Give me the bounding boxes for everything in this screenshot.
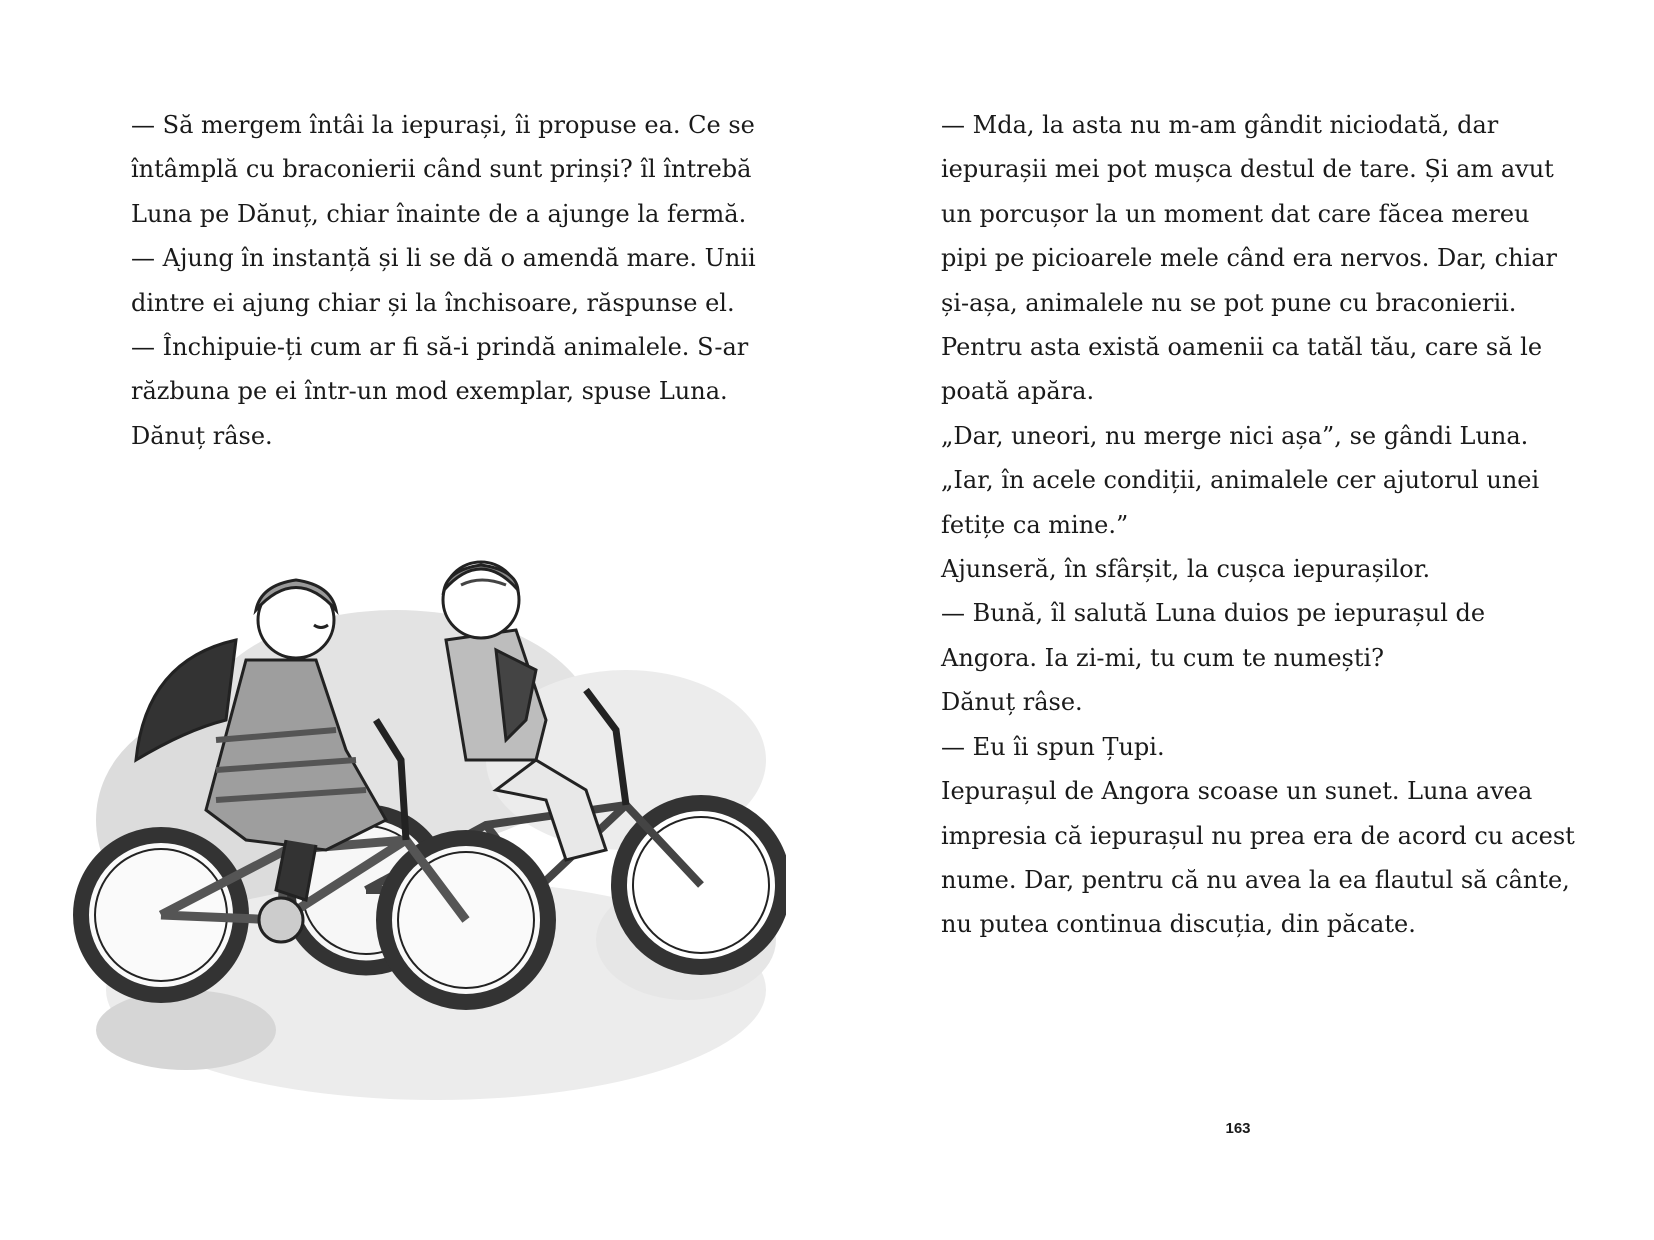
text-line: Ajunseră, în sfârșit, la cușca iepurașilor.: [941, 555, 1431, 584]
text-line: Dănuț râse.: [941, 688, 1083, 717]
text-line: poată apăra.: [941, 377, 1095, 406]
text-line: Luna pe Dănuț, chiar înainte de a ajunge la fermă.: [131, 199, 747, 228]
text-line: — Să mergem întâi la iepurași, îi propuse ea. Ce se: [131, 111, 755, 139]
text-line: — Bună, îl salută Luna duios pe iepurașul de: [941, 599, 1486, 628]
text-line: „Dar, uneori, nu merge nici așa”, se gândi Luna.: [941, 421, 1529, 450]
text-line: — Eu îi spun Țupi.: [941, 732, 1165, 761]
text-line: nume. Dar, pentru că nu avea la ea flautul să cânte,: [941, 865, 1570, 894]
text-line: și-așa, animalele nu se pot pune cu braconierii.: [941, 288, 1517, 317]
text-line: — Mda, la asta nu m-am gândit niciodată, dar: [941, 111, 1499, 139]
text-line: răzbuna pe ei într-un mod exemplar, spuse Luna.: [131, 377, 728, 406]
text-line: Dănuț râse.: [131, 421, 273, 450]
text-line: — Închipuie-ți cum ar fi să-i prindă animalele. S-ar: [131, 333, 749, 362]
text-line: Pentru asta există oamenii ca tatăl tău, care să le: [941, 333, 1543, 362]
text-line: un porcușor la un moment dat care făcea mereu: [941, 199, 1530, 228]
text-line: pipi pe picioarele mele când era nervos. Dar, chiar: [941, 244, 1557, 273]
text-line: Iepurașul de Angora scoase un sunet. Luna avea: [941, 777, 1533, 806]
text-line: fetițe ca mine.”: [941, 510, 1129, 539]
text-line: nu putea continua discuția, din păcate.: [941, 910, 1416, 939]
text-line: dintre ei ajung chiar și la închisoare, răspunse el.: [131, 288, 735, 317]
page-number: 163: [1225, 1120, 1251, 1137]
right-page-text: [941, 103, 1581, 947]
text-line: impresia că iepurașul nu prea era de acord cu acest: [941, 821, 1575, 850]
kids-on-bicycles-illustration: [66, 560, 786, 1130]
text-line: iepurașii mei pot mușca destul de tare. Și am avut: [941, 155, 1554, 184]
text-line: „Iar, în acele condiții, animalele cer ajutorul unei: [941, 466, 1540, 495]
text-line: — Ajung în instanță și li se dă o amendă mare. Unii: [131, 244, 756, 273]
left-page-text: [131, 103, 756, 458]
text-line: întâmplă cu braconierii când sunt prinși? îl întrebă: [131, 155, 752, 184]
text-line: Angora. Ia zi-mi, tu cum te numești?: [941, 643, 1385, 672]
